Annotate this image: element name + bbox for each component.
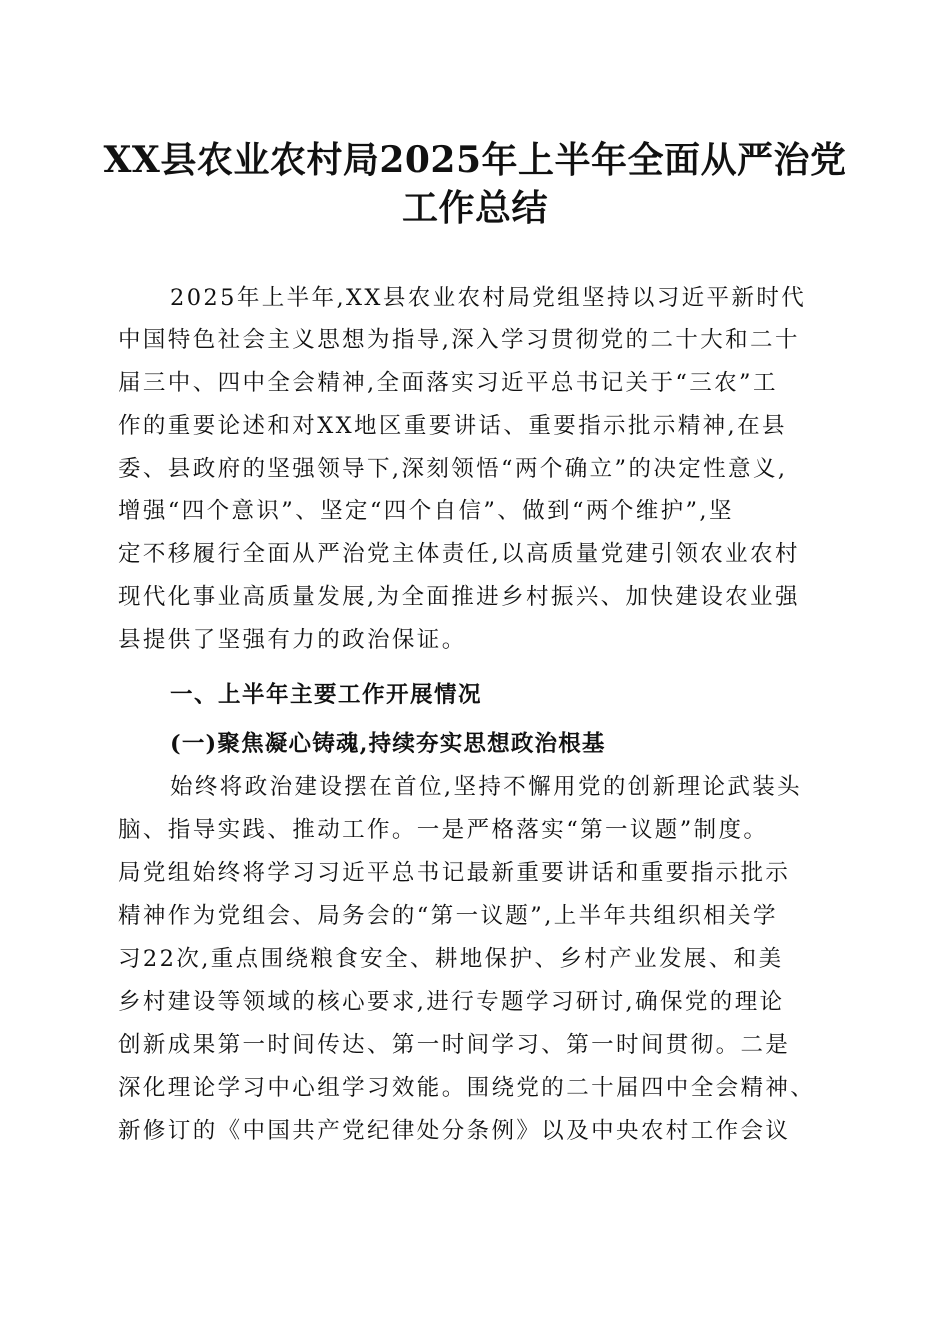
paragraph-line-3: 局党组始终将学习习近平总书记最新重要讲话和重要指示批示 [118, 860, 791, 886]
section-heading-1: 一、上半年主要工作开展情况 [170, 682, 483, 708]
intro-line-6: 增强“四个意识”、坚定“四个自信”、做到“两个维护”,坚 [118, 498, 734, 524]
paragraph-line-6: 乡村建设等领域的核心要求,进行专题学习研讨,确保党的理论 [118, 989, 785, 1015]
paragraph-line-9: 新修订的《中国共产党纪律处分条例》以及中央农村工作会议 [118, 1118, 791, 1144]
paragraph-line-4: 精神作为党组会、局务会的“第一议题”,上半年共组织相关学 [118, 903, 778, 929]
intro-line-9: 县提供了坚强有力的政治保证。 [118, 627, 467, 653]
document-title-line-2: 工作总结 [401, 187, 548, 229]
paragraph-line-2: 脑、指导实践、推动工作。一是严格落实“第一议题”制度。 [118, 817, 769, 843]
document-title-line-1: XX县农业农村局2025年上半年全面从严治党 [103, 139, 847, 181]
intro-line-8: 现代化事业高质量发展,为全面推进乡村振兴、加快建设农业强 [118, 584, 800, 610]
paragraph-line-1: 始终将政治建设摆在首位,坚持不懈用党的创新理论武装头 [170, 774, 803, 800]
subsection-heading-1: (一)聚焦凝心铸魂,持续夯实思想政治根基 [170, 731, 606, 757]
intro-line-7: 定不移履行全面从严治党主体责任,以高质量党建引领农业农村 [118, 541, 800, 567]
intro-line-5: 委、县政府的坚强领导下,深刻领悟“两个确立”的决定性意义, [118, 456, 788, 482]
intro-line-1: 2025年上半年,XX县农业农村局党组坚持以习近平新时代 [170, 285, 807, 311]
paragraph-line-5: 习22次,重点围绕粮食安全、耕地保护、乡村产业发展、和美 [118, 946, 784, 972]
paragraph-line-7: 创新成果第一时间传达、第一时间学习、第一时间贯彻。二是 [118, 1032, 791, 1058]
intro-line-2: 中国特色社会主义思想为指导,深入学习贯彻党的二十大和二十 [118, 327, 800, 353]
paragraph-line-8: 深化理论学习中心组学习效能。围绕党的二十届四中全会精神、 [118, 1075, 816, 1101]
intro-line-3: 届三中、四中全会精神,全面落实习近平总书记关于“三农”工 [118, 370, 778, 396]
intro-line-4: 作的重要论述和对XX地区重要讲话、重要指示批示精神,在县 [118, 413, 787, 439]
